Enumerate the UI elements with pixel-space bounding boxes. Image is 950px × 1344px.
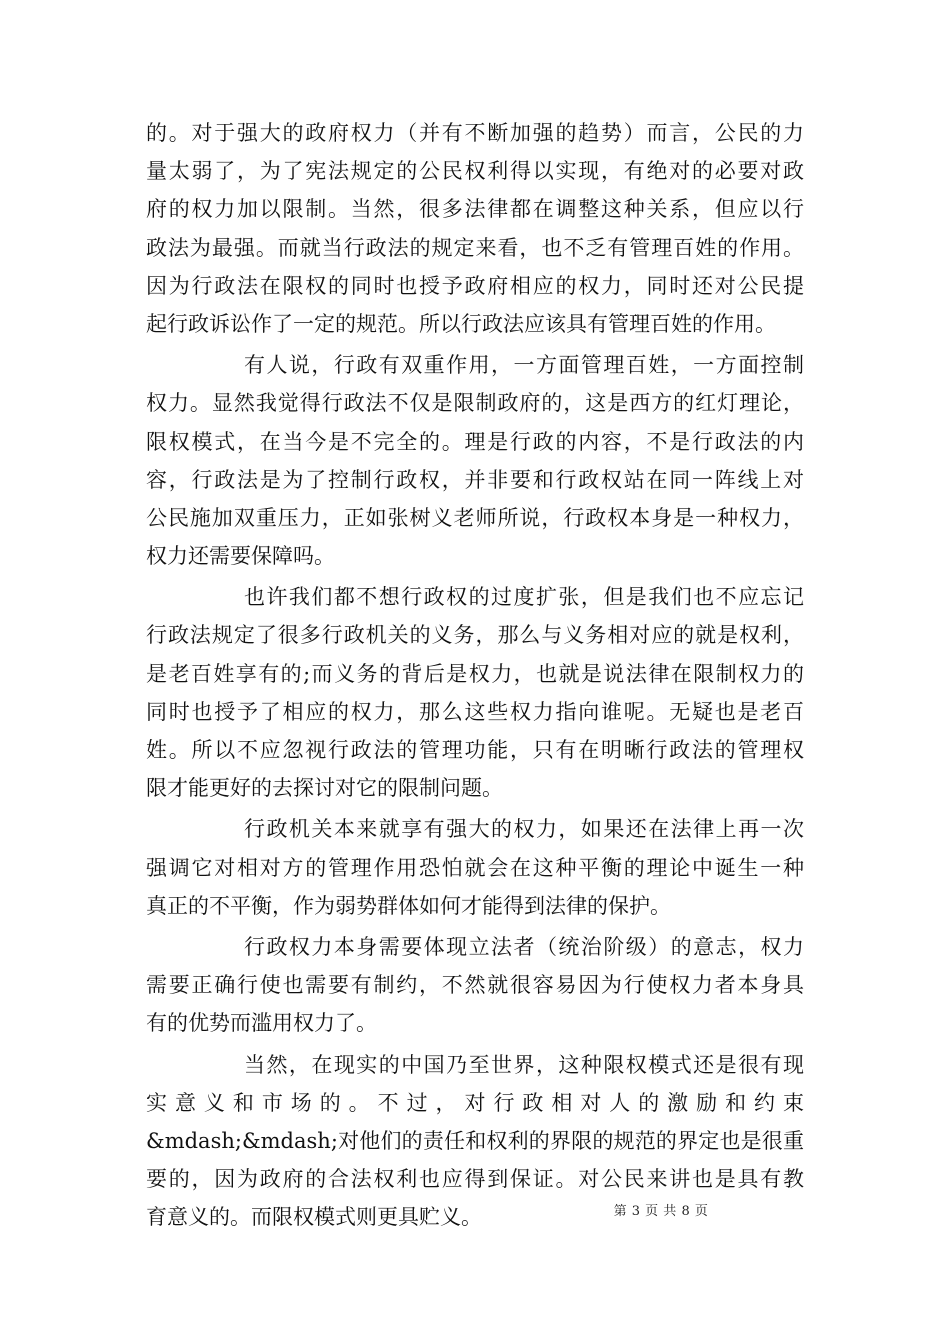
- page-footer: [186, 1200, 950, 1219]
- paragraph-first-line: 有人说，行政有双重作用，一方面管理百姓，一方面控制: [244, 353, 804, 378]
- text-line: 府的权力加以限制。当然，很多法律都在调整这种关系，但应以行: [146, 197, 804, 222]
- text-line: 容，行政法是为了控制行政权，并非要和行政权站在同一阵线上对: [146, 467, 804, 492]
- paragraph-first-line: 当然，在现实的中国乃至世界，这种限权模式还是很有现: [244, 1052, 804, 1077]
- text-line: 同时也授予了相应的权力，那么这些权力指向谁呢。无疑也是老百: [146, 699, 804, 724]
- text-line: 是老百姓享有的;而义务的背后是权力，也就是说法律在限制权力的: [146, 661, 804, 686]
- text-line: 权力还需要保障吗。: [146, 544, 335, 569]
- text-line: 权力。显然我觉得行政法不仅是限制政府的，这是西方的红灯理论，: [146, 391, 804, 416]
- text-line: 强调它对相对方的管理作用恐怕就会在这种平衡的理论中诞生一种: [146, 855, 804, 880]
- paragraph-first-line: 行政权力本身需要体现立法者（统治阶级）的意志，权力: [244, 934, 804, 959]
- text-line: 量太弱了，为了宪法规定的公民权利得以实现，有绝对的必要对政: [146, 159, 804, 184]
- text-line: &mdash;&mdash;对他们的责任和权利的界限的规范的界定也是很重: [146, 1128, 804, 1153]
- text-line: 有的优势而滥用权力了。: [146, 1011, 377, 1036]
- text-line: 限才能更好的去探讨对它的限制问题。: [146, 776, 503, 801]
- text-line: 要的，因为政府的合法权利也应得到保证。对公民来讲也是具有教: [146, 1167, 804, 1192]
- text-line: 限权模式，在当今是不完全的。理是行政的内容，不是行政法的内: [146, 429, 804, 454]
- text-line: 因为行政法在限权的同时也授予政府相应的权力，同时还对公民提: [146, 273, 804, 298]
- text-line: 的。对于强大的政府权力（并有不断加强的趋势）而言，公民的力: [146, 121, 804, 145]
- text-line: 公民施加双重压力，正如张树义老师所说，行政权本身是一种权力，: [146, 505, 804, 530]
- text-line: 行政法规定了很多行政机关的义务，那么与义务相对应的就是权利，: [146, 623, 804, 648]
- page-number: 第 3 页 共 8 页: [613, 1204, 709, 1219]
- paragraph-first-line: 行政机关本来就享有强大的权力，如果还在法律上再一次: [244, 817, 804, 842]
- text-line: 育意义的。而限权模式则更具贮义。: [146, 1205, 482, 1230]
- paragraph-first-line: 也许我们都不想行政权的过度扩张，但是我们也不应忘记: [244, 585, 804, 610]
- text-line: 实 意 义 和 市 场 的 。 不 过 ， 对 行 政 相 对 人 的 激 励 和 约 束: [146, 1090, 804, 1115]
- text-line: 政法为最强。而就当行政法的规定来看，也不乏有管理百姓的作用。: [146, 235, 804, 260]
- body-text: [146, 114, 804, 1236]
- text-line: 姓。所以不应忽视行政法的管理功能，只有在明晰行政法的管理权: [146, 738, 804, 762]
- text-line: 真正的不平衡，作为弱势群体如何才能得到法律的保护。: [146, 893, 671, 918]
- text-line: 起行政诉讼作了一定的规范。所以行政法应该具有管理百姓的作用。: [146, 311, 776, 336]
- text-line: 需要正确行使也需要有制约，不然就很容易因为行使权力者本身具: [146, 973, 804, 998]
